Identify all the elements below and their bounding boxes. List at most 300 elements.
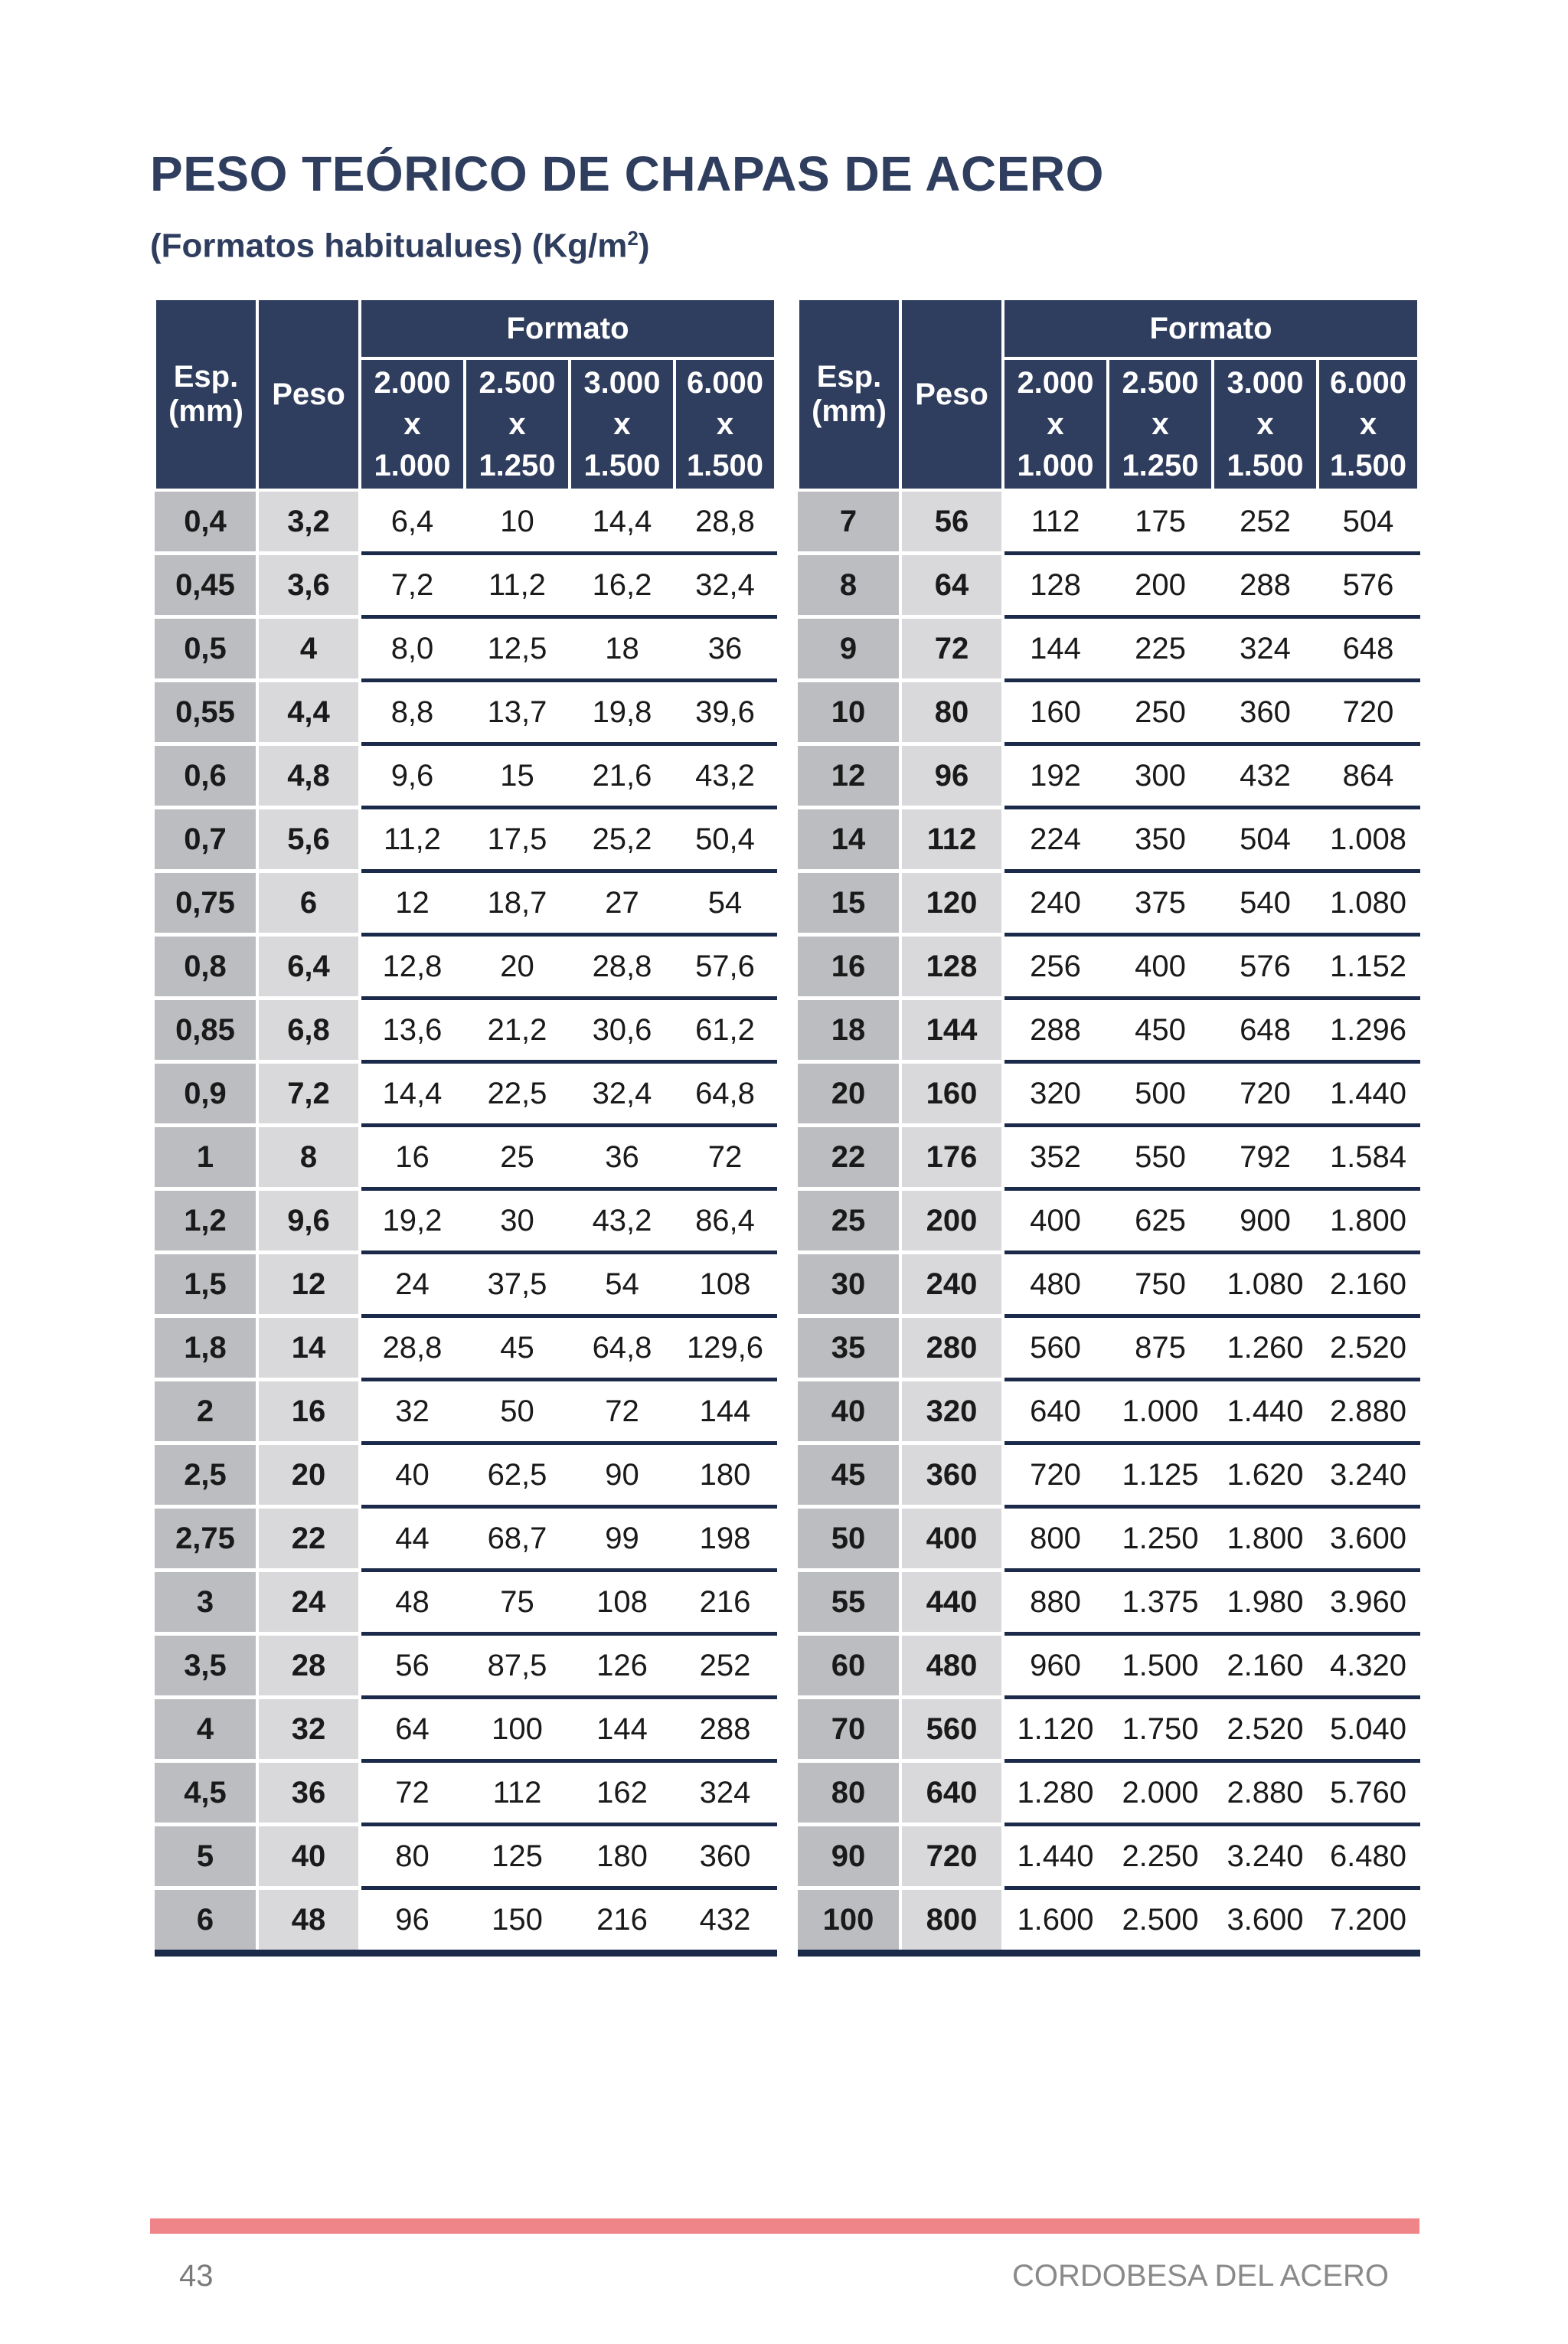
value-cell-3000x1500: 99: [570, 1507, 675, 1571]
esp-cell: 22: [798, 1126, 900, 1189]
value-cell-2500x1250: 87,5: [465, 1634, 570, 1698]
esp-cell: 50: [798, 1507, 900, 1571]
value-cell-3000x1500: 21,6: [570, 744, 675, 808]
value-cell-6000x1500: 7.200: [1318, 1888, 1419, 1953]
peso-cell: 6,8: [257, 999, 360, 1062]
value-cell-2500x1250: 2.250: [1108, 1825, 1213, 1888]
value-cell-6000x1500: 1.584: [1318, 1126, 1419, 1189]
value-cell-6000x1500: 108: [675, 1253, 776, 1316]
table-row: [798, 1698, 1419, 1761]
value-cell-6000x1500: 2.160: [1318, 1253, 1419, 1316]
peso-header: Peso: [900, 299, 1003, 490]
formato-header: Formato: [1003, 299, 1419, 358]
value-cell-2500x1250: 1.000: [1108, 1380, 1213, 1443]
value-cell-3000x1500: 19,8: [570, 681, 675, 744]
table-row: [798, 1316, 1419, 1380]
table-row: [798, 871, 1419, 935]
weight-table-right: [796, 297, 1420, 1957]
table-row: [798, 935, 1419, 999]
value-cell-2500x1250: 15: [465, 744, 570, 808]
table-row: [798, 1571, 1419, 1634]
table-row: [798, 1507, 1419, 1571]
value-cell-6000x1500: 6.480: [1318, 1825, 1419, 1888]
esp-cell: 55: [798, 1571, 900, 1634]
peso-cell: 64: [900, 554, 1003, 617]
value-cell-3000x1500: 36: [570, 1126, 675, 1189]
value-cell-6000x1500: 50,4: [675, 808, 776, 871]
value-cell-3000x1500: 54: [570, 1253, 675, 1316]
value-cell-6000x1500: 252: [675, 1634, 776, 1698]
esp-header-line1: Esp.: [173, 360, 239, 394]
esp-cell: 8: [798, 554, 900, 617]
table-row: [155, 808, 776, 871]
value-cell-2000x1000: 1.440: [1003, 1825, 1108, 1888]
esp-cell: 5: [155, 1825, 257, 1888]
value-cell-3000x1500: 504: [1213, 808, 1318, 871]
peso-cell: 480: [900, 1634, 1003, 1698]
value-cell-6000x1500: 648: [1318, 617, 1419, 681]
table-row: [798, 1189, 1419, 1253]
value-cell-2500x1250: 68,7: [465, 1507, 570, 1571]
peso-cell: 16: [257, 1380, 360, 1443]
value-cell-2000x1000: 400: [1003, 1189, 1108, 1253]
esp-cell: 0,55: [155, 681, 257, 744]
value-cell-6000x1500: 4.320: [1318, 1634, 1419, 1698]
value-cell-6000x1500: 576: [1318, 554, 1419, 617]
esp-cell: 4: [155, 1698, 257, 1761]
value-cell-3000x1500: 720: [1213, 1062, 1318, 1126]
value-cell-3000x1500: 3.600: [1213, 1888, 1318, 1953]
esp-cell: 0,6: [155, 744, 257, 808]
esp-cell: 14: [798, 808, 900, 871]
format-header-3000x1500: 3.000 x 1.500: [570, 358, 675, 490]
esp-cell: 0,4: [155, 490, 257, 554]
esp-cell: 70: [798, 1698, 900, 1761]
esp-cell: 1,8: [155, 1316, 257, 1380]
value-cell-2000x1000: 640: [1003, 1380, 1108, 1443]
value-cell-6000x1500: 57,6: [675, 935, 776, 999]
esp-cell: 60: [798, 1634, 900, 1698]
value-cell-3000x1500: 540: [1213, 871, 1318, 935]
value-cell-2500x1250: 200: [1108, 554, 1213, 617]
value-cell-2500x1250: 10: [465, 490, 570, 554]
value-cell-3000x1500: 360: [1213, 681, 1318, 744]
formato-header: Formato: [360, 299, 776, 358]
table-row: [798, 999, 1419, 1062]
table-row: [155, 681, 776, 744]
peso-cell: 560: [900, 1698, 1003, 1761]
value-cell-2000x1000: 96: [360, 1888, 465, 1953]
table-row: [798, 1062, 1419, 1126]
value-cell-3000x1500: 18: [570, 617, 675, 681]
peso-cell: 96: [900, 744, 1003, 808]
peso-cell: 40: [257, 1825, 360, 1888]
value-cell-2000x1000: 352: [1003, 1126, 1108, 1189]
value-cell-6000x1500: 129,6: [675, 1316, 776, 1380]
value-cell-2500x1250: 62,5: [465, 1443, 570, 1507]
esp-cell: 4,5: [155, 1761, 257, 1825]
value-cell-3000x1500: 16,2: [570, 554, 675, 617]
table-row: [155, 490, 776, 554]
value-cell-2000x1000: 48: [360, 1571, 465, 1634]
value-cell-3000x1500: 14,4: [570, 490, 675, 554]
value-cell-2000x1000: 14,4: [360, 1062, 465, 1126]
esp-cell: 1,2: [155, 1189, 257, 1253]
table-row: [798, 1126, 1419, 1189]
value-cell-3000x1500: 28,8: [570, 935, 675, 999]
value-cell-2000x1000: 64: [360, 1698, 465, 1761]
value-cell-3000x1500: 3.240: [1213, 1825, 1318, 1888]
esp-cell: 15: [798, 871, 900, 935]
peso-cell: 4: [257, 617, 360, 681]
peso-cell: 360: [900, 1443, 1003, 1507]
esp-cell: 2,75: [155, 1507, 257, 1571]
value-cell-2500x1250: 400: [1108, 935, 1213, 999]
value-cell-6000x1500: 864: [1318, 744, 1419, 808]
peso-cell: 24: [257, 1571, 360, 1634]
value-cell-6000x1500: 3.600: [1318, 1507, 1419, 1571]
table-row: [155, 1062, 776, 1126]
value-cell-2000x1000: 288: [1003, 999, 1108, 1062]
esp-cell: 10: [798, 681, 900, 744]
value-cell-2500x1250: 75: [465, 1571, 570, 1634]
value-cell-6000x1500: 39,6: [675, 681, 776, 744]
esp-cell: 6: [155, 1888, 257, 1953]
value-cell-2500x1250: 1.375: [1108, 1571, 1213, 1634]
value-cell-2500x1250: 1.250: [1108, 1507, 1213, 1571]
esp-header-line2: (mm): [812, 394, 887, 428]
esp-cell: 0,7: [155, 808, 257, 871]
peso-cell: 12: [257, 1253, 360, 1316]
value-cell-2500x1250: 875: [1108, 1316, 1213, 1380]
esp-header-line2: (mm): [168, 394, 243, 428]
esp-cell: 80: [798, 1761, 900, 1825]
peso-cell: 72: [900, 617, 1003, 681]
value-cell-3000x1500: 108: [570, 1571, 675, 1634]
peso-cell: 6: [257, 871, 360, 935]
footer-brand: CORDOBESA DEL ACERO: [1012, 2259, 1389, 2293]
value-cell-3000x1500: 1.260: [1213, 1316, 1318, 1380]
esp-cell: 25: [798, 1189, 900, 1253]
value-cell-3000x1500: 180: [570, 1825, 675, 1888]
value-cell-2500x1250: 50: [465, 1380, 570, 1443]
value-cell-2000x1000: 32: [360, 1380, 465, 1443]
page-number: 43: [179, 2259, 214, 2293]
peso-cell: 56: [900, 490, 1003, 554]
value-cell-2000x1000: 960: [1003, 1634, 1108, 1698]
table-body-right: [798, 490, 1419, 1953]
value-cell-3000x1500: 30,6: [570, 999, 675, 1062]
table-row: [155, 617, 776, 681]
value-cell-6000x1500: 144: [675, 1380, 776, 1443]
peso-cell: 5,6: [257, 808, 360, 871]
format-header-6000x1500: 6.000 x 1.500: [1318, 358, 1419, 490]
value-cell-2000x1000: 1.120: [1003, 1698, 1108, 1761]
peso-cell: 4,4: [257, 681, 360, 744]
value-cell-2000x1000: 9,6: [360, 744, 465, 808]
value-cell-6000x1500: 72: [675, 1126, 776, 1189]
table-body-left: [155, 490, 776, 1953]
peso-cell: 280: [900, 1316, 1003, 1380]
value-cell-2000x1000: 112: [1003, 490, 1108, 554]
peso-cell: 400: [900, 1507, 1003, 1571]
subtitle-close: ): [638, 227, 650, 265]
peso-cell: 112: [900, 808, 1003, 871]
peso-cell: 14: [257, 1316, 360, 1380]
value-cell-3000x1500: 72: [570, 1380, 675, 1443]
esp-cell: 0,75: [155, 871, 257, 935]
value-cell-6000x1500: 720: [1318, 681, 1419, 744]
format-header-2500x1250: 2.500 x 1.250: [465, 358, 570, 490]
table-row: [798, 554, 1419, 617]
peso-cell: 80: [900, 681, 1003, 744]
value-cell-2500x1250: 125: [465, 1825, 570, 1888]
peso-cell: 240: [900, 1253, 1003, 1316]
esp-cell: 2,5: [155, 1443, 257, 1507]
peso-cell: 32: [257, 1698, 360, 1761]
value-cell-2000x1000: 12: [360, 871, 465, 935]
value-cell-3000x1500: 432: [1213, 744, 1318, 808]
table-row: [155, 744, 776, 808]
esp-cell: 16: [798, 935, 900, 999]
value-cell-2500x1250: 112: [465, 1761, 570, 1825]
value-cell-2000x1000: 192: [1003, 744, 1108, 808]
page-subtitle: [150, 227, 650, 266]
value-cell-3000x1500: 1.080: [1213, 1253, 1318, 1316]
value-cell-2500x1250: 22,5: [465, 1062, 570, 1126]
esp-cell: 12: [798, 744, 900, 808]
value-cell-6000x1500: 2.520: [1318, 1316, 1419, 1380]
table-row: [798, 808, 1419, 871]
value-cell-6000x1500: 43,2: [675, 744, 776, 808]
value-cell-2500x1250: 20: [465, 935, 570, 999]
page-title: PESO TEÓRICO DE CHAPAS DE ACERO: [150, 146, 1104, 201]
peso-cell: 20: [257, 1443, 360, 1507]
table-row: [155, 871, 776, 935]
esp-cell: 9: [798, 617, 900, 681]
value-cell-3000x1500: 32,4: [570, 1062, 675, 1126]
esp-cell: 0,9: [155, 1062, 257, 1126]
value-cell-3000x1500: 288: [1213, 554, 1318, 617]
value-cell-2000x1000: 128: [1003, 554, 1108, 617]
esp-header: [155, 299, 257, 490]
footer-bar: [150, 2218, 1419, 2234]
value-cell-2500x1250: 21,2: [465, 999, 570, 1062]
value-cell-6000x1500: 216: [675, 1571, 776, 1634]
value-cell-6000x1500: 32,4: [675, 554, 776, 617]
value-cell-2000x1000: 880: [1003, 1571, 1108, 1634]
value-cell-2000x1000: 560: [1003, 1316, 1108, 1380]
value-cell-2000x1000: 800: [1003, 1507, 1108, 1571]
table-row: [798, 617, 1419, 681]
value-cell-3000x1500: 324: [1213, 617, 1318, 681]
value-cell-3000x1500: 648: [1213, 999, 1318, 1062]
esp-cell: 18: [798, 999, 900, 1062]
value-cell-2000x1000: 1.600: [1003, 1888, 1108, 1953]
subtitle-text: (Formatos habitualues) (Kg/m: [150, 227, 628, 265]
value-cell-2500x1250: 45: [465, 1316, 570, 1380]
table-row: [798, 1888, 1419, 1953]
peso-cell: 28: [257, 1634, 360, 1698]
table-row: [155, 1698, 776, 1761]
esp-cell: 0,8: [155, 935, 257, 999]
value-cell-3000x1500: 1.440: [1213, 1380, 1318, 1443]
esp-cell: 1: [155, 1126, 257, 1189]
table-row: [155, 554, 776, 617]
value-cell-2000x1000: 1.280: [1003, 1761, 1108, 1825]
table-row: [155, 1507, 776, 1571]
value-cell-2000x1000: 256: [1003, 935, 1108, 999]
value-cell-2000x1000: 72: [360, 1761, 465, 1825]
peso-cell: 22: [257, 1507, 360, 1571]
value-cell-3000x1500: 2.520: [1213, 1698, 1318, 1761]
subtitle-superscript: 2: [627, 227, 639, 250]
value-cell-6000x1500: 1.800: [1318, 1189, 1419, 1253]
value-cell-2500x1250: 17,5: [465, 808, 570, 871]
value-cell-3000x1500: 90: [570, 1443, 675, 1507]
value-cell-3000x1500: 43,2: [570, 1189, 675, 1253]
value-cell-2000x1000: 12,8: [360, 935, 465, 999]
esp-cell: 45: [798, 1443, 900, 1507]
peso-cell: 320: [900, 1380, 1003, 1443]
esp-cell: 1,5: [155, 1253, 257, 1316]
table-row: [155, 1253, 776, 1316]
value-cell-2000x1000: 720: [1003, 1443, 1108, 1507]
value-cell-3000x1500: 144: [570, 1698, 675, 1761]
peso-cell: 720: [900, 1825, 1003, 1888]
table-row: [155, 1316, 776, 1380]
value-cell-2500x1250: 2.500: [1108, 1888, 1213, 1953]
value-cell-6000x1500: 288: [675, 1698, 776, 1761]
value-cell-2500x1250: 225: [1108, 617, 1213, 681]
value-cell-2500x1250: 30: [465, 1189, 570, 1253]
peso-cell: 120: [900, 871, 1003, 935]
value-cell-2500x1250: 13,7: [465, 681, 570, 744]
peso-cell: 128: [900, 935, 1003, 999]
table-row: [155, 1761, 776, 1825]
peso-cell: 9,6: [257, 1189, 360, 1253]
peso-cell: 6,4: [257, 935, 360, 999]
table-row: [155, 999, 776, 1062]
table-row: [798, 490, 1419, 554]
value-cell-3000x1500: 27: [570, 871, 675, 935]
value-cell-2000x1000: 144: [1003, 617, 1108, 681]
value-cell-2500x1250: 1.500: [1108, 1634, 1213, 1698]
value-cell-2500x1250: 550: [1108, 1126, 1213, 1189]
value-cell-2500x1250: 37,5: [465, 1253, 570, 1316]
table-row: [798, 744, 1419, 808]
table-row: [798, 1443, 1419, 1507]
esp-cell: 35: [798, 1316, 900, 1380]
value-cell-2000x1000: 8,0: [360, 617, 465, 681]
table-row: [155, 1380, 776, 1443]
peso-cell: 8: [257, 1126, 360, 1189]
value-cell-2500x1250: 150: [465, 1888, 570, 1953]
value-cell-2000x1000: 8,8: [360, 681, 465, 744]
value-cell-3000x1500: 1.800: [1213, 1507, 1318, 1571]
peso-cell: 48: [257, 1888, 360, 1953]
value-cell-6000x1500: 28,8: [675, 490, 776, 554]
peso-cell: 200: [900, 1189, 1003, 1253]
value-cell-3000x1500: 1.620: [1213, 1443, 1318, 1507]
format-header-2500x1250: 2.500 x 1.250: [1108, 358, 1213, 490]
table-row: [798, 1253, 1419, 1316]
value-cell-2000x1000: 160: [1003, 681, 1108, 744]
format-header-2000x1000: 2.000 x 1.000: [1003, 358, 1108, 490]
value-cell-6000x1500: 36: [675, 617, 776, 681]
value-cell-2500x1250: 12,5: [465, 617, 570, 681]
value-cell-6000x1500: 1.152: [1318, 935, 1419, 999]
value-cell-6000x1500: 54: [675, 871, 776, 935]
value-cell-6000x1500: 198: [675, 1507, 776, 1571]
value-cell-3000x1500: 792: [1213, 1126, 1318, 1189]
esp-cell: 7: [798, 490, 900, 554]
table-row: [155, 935, 776, 999]
value-cell-6000x1500: 2.880: [1318, 1380, 1419, 1443]
esp-cell: 100: [798, 1888, 900, 1953]
value-cell-6000x1500: 1.440: [1318, 1062, 1419, 1126]
table-row: [798, 1825, 1419, 1888]
value-cell-3000x1500: 252: [1213, 490, 1318, 554]
value-cell-3000x1500: 2.880: [1213, 1761, 1318, 1825]
table-row: [155, 1571, 776, 1634]
value-cell-6000x1500: 1.080: [1318, 871, 1419, 935]
value-cell-2500x1250: 350: [1108, 808, 1213, 871]
value-cell-2000x1000: 80: [360, 1825, 465, 1888]
value-cell-2000x1000: 40: [360, 1443, 465, 1507]
peso-cell: 7,2: [257, 1062, 360, 1126]
weight-table-left: [153, 297, 777, 1957]
value-cell-2000x1000: 224: [1003, 808, 1108, 871]
esp-cell: 0,45: [155, 554, 257, 617]
value-cell-2500x1250: 100: [465, 1698, 570, 1761]
value-cell-6000x1500: 432: [675, 1888, 776, 1953]
esp-cell: 3: [155, 1571, 257, 1634]
table-row: [155, 1825, 776, 1888]
value-cell-6000x1500: 5.040: [1318, 1698, 1419, 1761]
value-cell-2000x1000: 13,6: [360, 999, 465, 1062]
peso-cell: 36: [257, 1761, 360, 1825]
value-cell-6000x1500: 324: [675, 1761, 776, 1825]
value-cell-2500x1250: 18,7: [465, 871, 570, 935]
value-cell-2000x1000: 19,2: [360, 1189, 465, 1253]
table-row: [798, 1634, 1419, 1698]
value-cell-6000x1500: 86,4: [675, 1189, 776, 1253]
value-cell-3000x1500: 162: [570, 1761, 675, 1825]
value-cell-6000x1500: 180: [675, 1443, 776, 1507]
table-row: [155, 1888, 776, 1953]
format-header-3000x1500: 3.000 x 1.500: [1213, 358, 1318, 490]
peso-cell: 3,2: [257, 490, 360, 554]
peso-cell: 640: [900, 1761, 1003, 1825]
value-cell-2500x1250: 250: [1108, 681, 1213, 744]
esp-cell: 3,5: [155, 1634, 257, 1698]
esp-cell: 90: [798, 1825, 900, 1888]
value-cell-2500x1250: 11,2: [465, 554, 570, 617]
value-cell-2500x1250: 750: [1108, 1253, 1213, 1316]
value-cell-2500x1250: 375: [1108, 871, 1213, 935]
value-cell-3000x1500: 2.160: [1213, 1634, 1318, 1698]
peso-header: Peso: [257, 299, 360, 490]
value-cell-6000x1500: 64,8: [675, 1062, 776, 1126]
value-cell-6000x1500: 1.008: [1318, 808, 1419, 871]
value-cell-3000x1500: 126: [570, 1634, 675, 1698]
peso-cell: 3,6: [257, 554, 360, 617]
value-cell-3000x1500: 216: [570, 1888, 675, 1953]
value-cell-2500x1250: 1.125: [1108, 1443, 1213, 1507]
value-cell-6000x1500: 5.760: [1318, 1761, 1419, 1825]
esp-cell: 30: [798, 1253, 900, 1316]
